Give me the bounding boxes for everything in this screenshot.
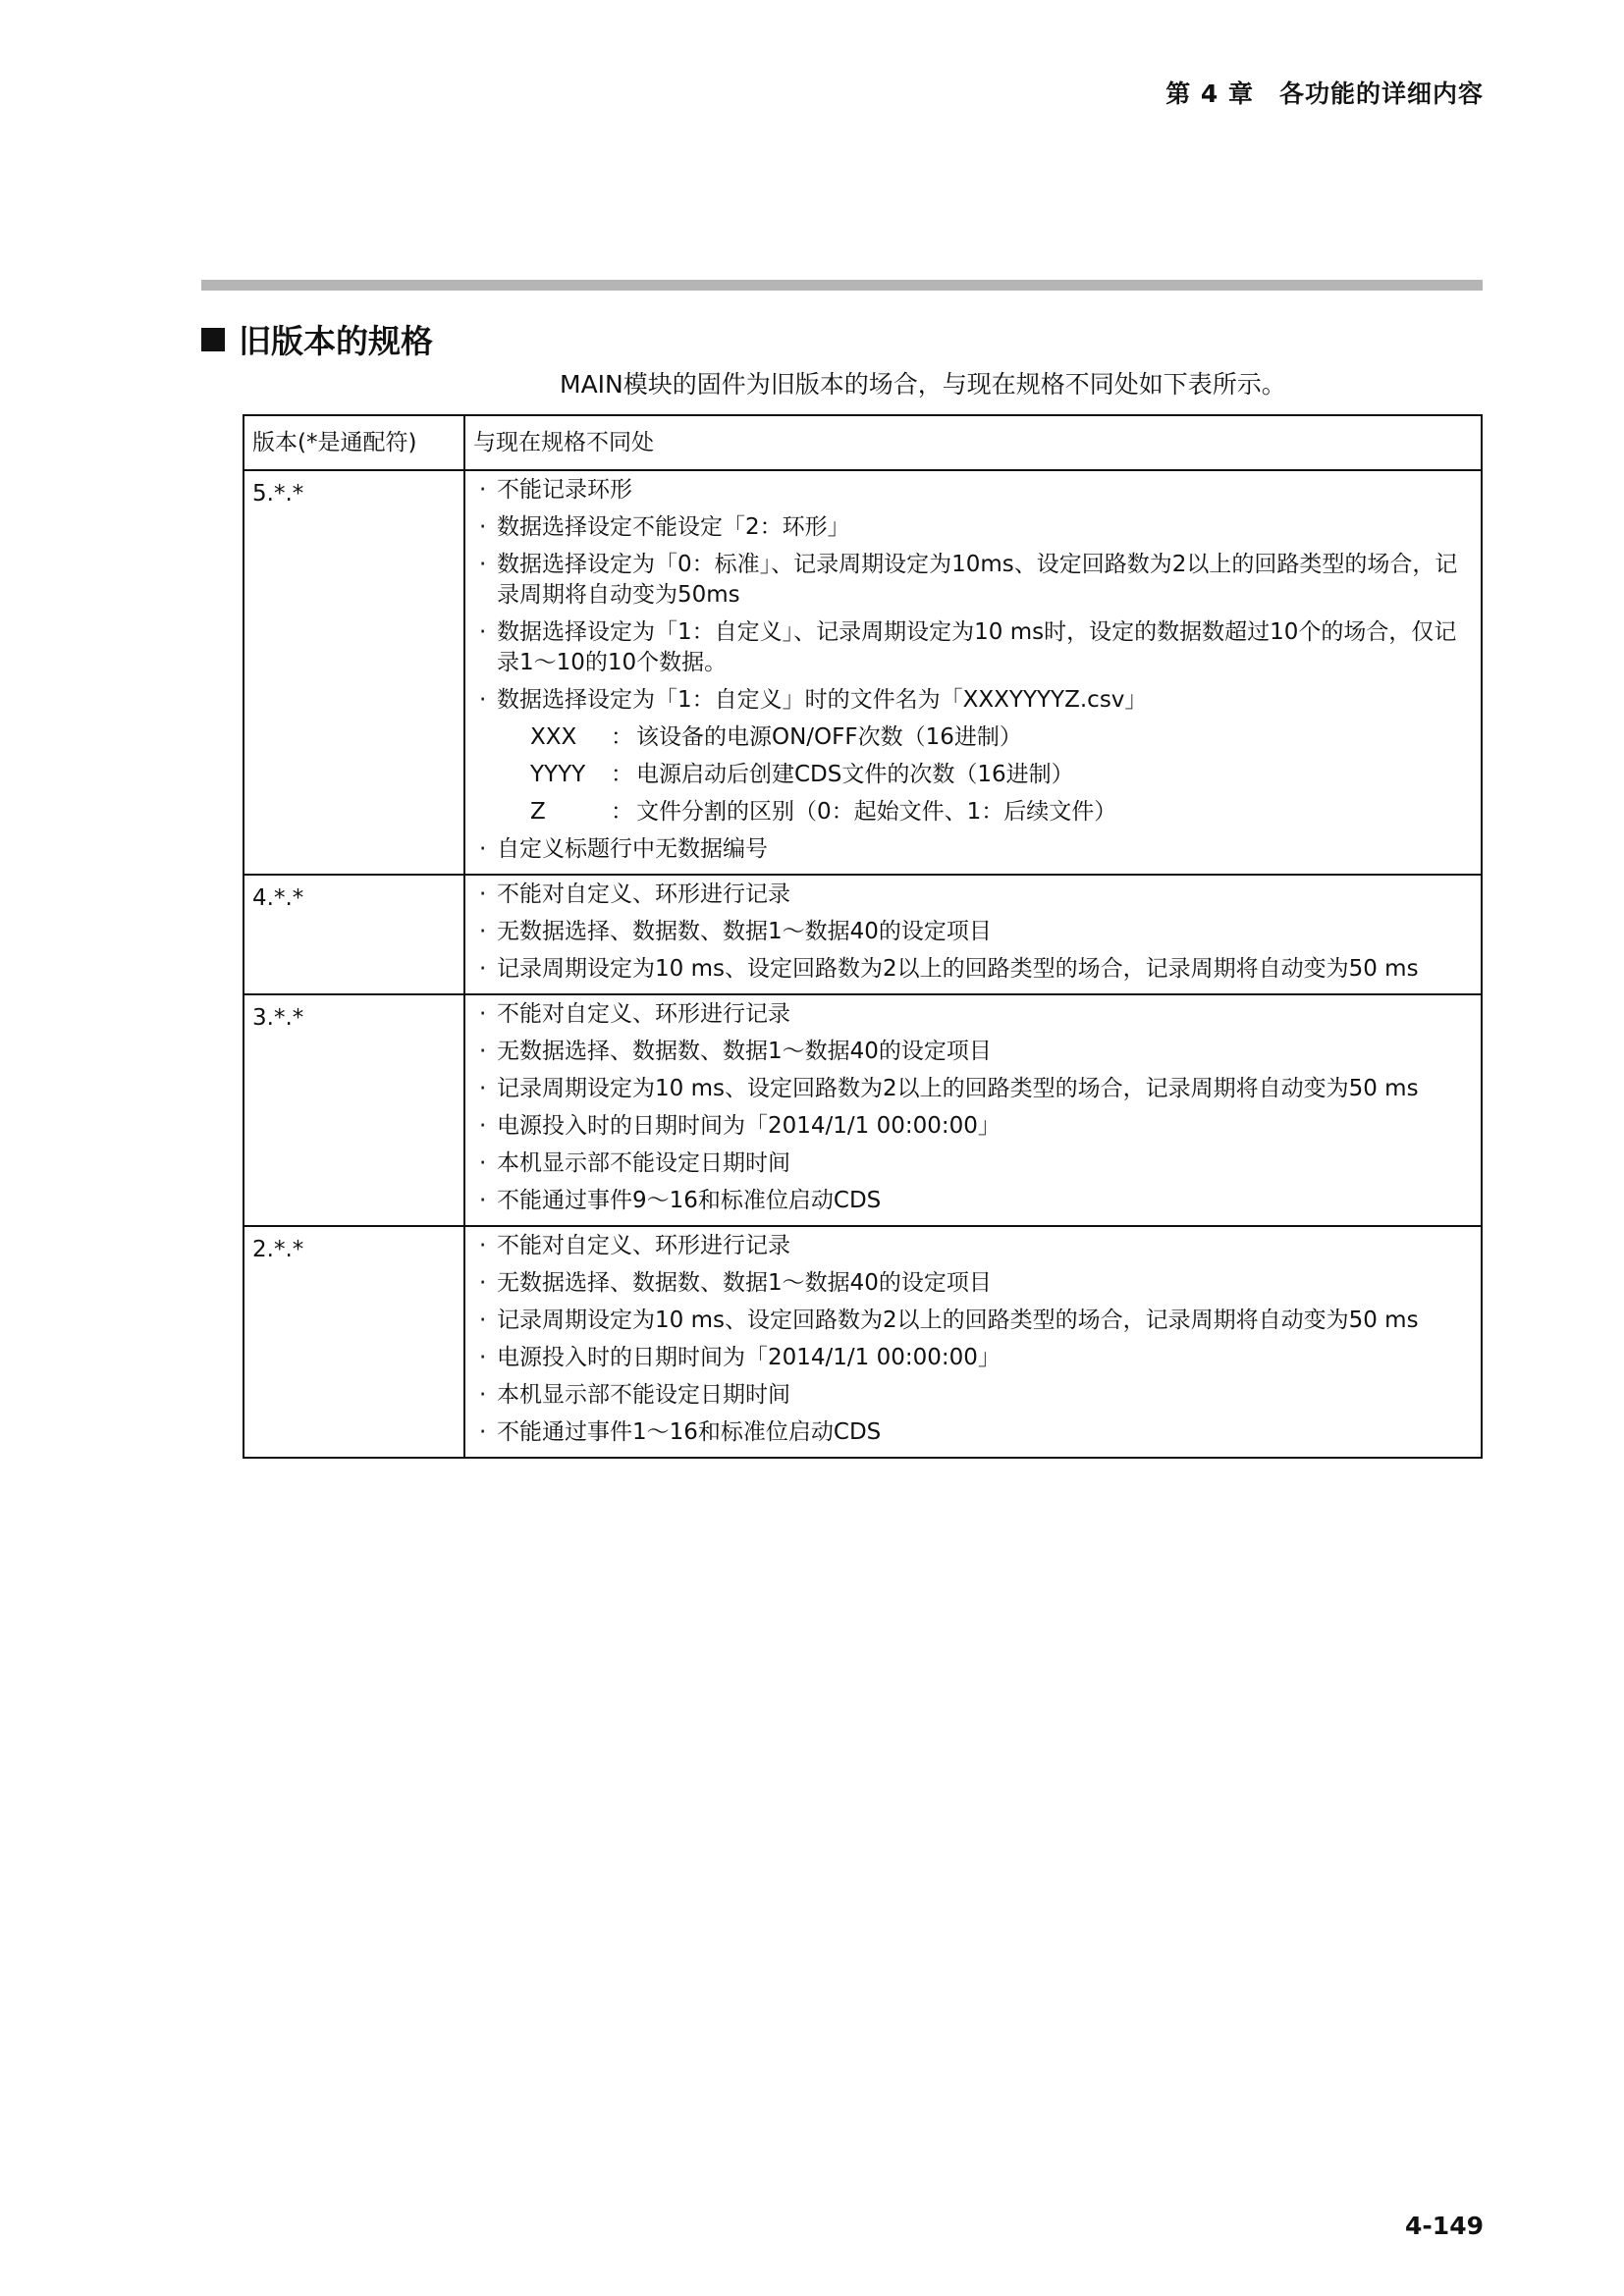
middle-dot-icon: · (479, 1233, 487, 1258)
difference-text: 不能对自定义、环形进行记录 (497, 1233, 790, 1258)
difference-text: 数据选择设定为「0：标准」、记录周期设定为10ms、设定回路数为2以上的回路类型的场合，记录周期将自动变为50ms (497, 552, 1458, 608)
colon-separator: ： (611, 762, 633, 787)
square-bullet-icon (201, 328, 225, 351)
version-cell: 2.*.* (244, 1226, 464, 1458)
chapter-header: 第 4 章 各功能的详细内容 (1165, 80, 1484, 108)
difference-item (479, 617, 1473, 678)
difference-text: 无数据选择、数据数、数据1～数据40的设定项目 (497, 1039, 992, 1064)
middle-dot-icon: · (479, 1039, 487, 1064)
version-cell: 4.*.* (244, 875, 464, 994)
difference-item (479, 1037, 1473, 1067)
difference-text: 无数据选择、数据数、数据1～数据40的设定项目 (497, 919, 992, 944)
difference-text: 数据选择设定为「1：自定义」时的文件名为「XXXYYYYZ.csv」 (497, 687, 1148, 713)
difference-item (479, 1380, 1473, 1411)
filename-part-value: 该设备的电源ON/OFF次数（16进制） (636, 724, 1022, 750)
difference-item (479, 1268, 1473, 1299)
difference-item (479, 999, 1473, 1030)
difference-item (479, 1074, 1473, 1104)
column-header-version: 版本(*是通配符) (244, 415, 464, 470)
table-row (244, 470, 1482, 875)
middle-dot-icon: · (479, 552, 487, 577)
version-cell: 5.*.* (244, 470, 464, 875)
middle-dot-icon: · (479, 1308, 487, 1333)
table-row (244, 1226, 1482, 1458)
middle-dot-icon: · (479, 619, 487, 645)
difference-text: 自定义标题行中无数据编号 (497, 836, 768, 862)
middle-dot-icon: · (479, 836, 487, 862)
middle-dot-icon: · (479, 1382, 487, 1408)
difference-text: 记录周期设定为10 ms、设定回路数为2以上的回路类型的场合，记录周期将自动变为50 ms (497, 1308, 1419, 1333)
differences-cell (464, 1226, 1482, 1458)
middle-dot-icon: · (479, 1113, 487, 1139)
difference-item (479, 475, 1473, 506)
difference-item (479, 1417, 1473, 1448)
difference-text: 数据选择设定不能设定「2：环形」 (497, 514, 850, 540)
section-title: 旧版本的规格 (239, 322, 433, 360)
differences-cell (464, 875, 1482, 994)
section-divider (201, 280, 1483, 291)
middle-dot-icon: · (479, 1270, 487, 1296)
middle-dot-icon: · (479, 1419, 487, 1445)
difference-text: 无数据选择、数据数、数据1～数据40的设定项目 (497, 1270, 992, 1296)
filename-part-value: 文件分割的区别（0：起始文件、1：后续文件） (636, 799, 1117, 825)
filename-part-definition (530, 722, 1473, 753)
table-header-row (244, 415, 1482, 470)
colon-separator: ： (611, 724, 633, 750)
difference-item (479, 954, 1473, 985)
version-differences-table (243, 414, 1483, 1459)
difference-item (479, 1111, 1473, 1142)
table-row (244, 994, 1482, 1226)
difference-text: 电源投入时的日期时间为「2014/1/1 00:00:00」 (497, 1113, 1001, 1139)
section-intro: MAIN模块的固件为旧版本的场合，与现在规格不同处如下表所示。 (560, 370, 1286, 399)
difference-item (479, 1306, 1473, 1336)
middle-dot-icon: · (479, 477, 487, 503)
difference-text: 不能对自定义、环形进行记录 (497, 1001, 790, 1027)
middle-dot-icon: · (479, 1188, 487, 1213)
column-header-differences: 与现在规格不同处 (464, 415, 1482, 470)
middle-dot-icon: · (479, 881, 487, 907)
version-cell: 3.*.* (244, 994, 464, 1226)
filename-part-value: 电源启动后创建CDS文件的次数（16进制） (636, 762, 1074, 787)
difference-text: 本机显示部不能设定日期时间 (497, 1150, 790, 1176)
difference-item (479, 917, 1473, 947)
middle-dot-icon: · (479, 956, 487, 982)
middle-dot-icon: · (479, 687, 487, 713)
difference-text: 本机显示部不能设定日期时间 (497, 1382, 790, 1408)
difference-item (479, 512, 1473, 543)
difference-text: 不能对自定义、环形进行记录 (497, 881, 790, 907)
middle-dot-icon: · (479, 1345, 487, 1370)
difference-text: 数据选择设定为「1：自定义」、记录周期设定为10 ms时，设定的数据数超过10个的场合，仅记录1～10的10个数据。 (497, 619, 1457, 675)
colon-separator: ： (611, 799, 633, 825)
filename-part-key: YYYY (530, 762, 586, 787)
difference-text: 记录周期设定为10 ms、设定回路数为2以上的回路类型的场合，记录周期将自动变为50 ms (497, 956, 1419, 982)
middle-dot-icon: · (479, 1001, 487, 1027)
filename-part-key: XXX (530, 724, 577, 750)
page-number: 4-149 (1405, 2212, 1484, 2240)
difference-text: 电源投入时的日期时间为「2014/1/1 00:00:00」 (497, 1345, 1001, 1370)
difference-text: 不能通过事件9～16和标准位启动CDS (497, 1188, 882, 1213)
difference-text: 不能记录环形 (497, 477, 632, 503)
differences-cell (464, 470, 1482, 875)
difference-item (479, 1231, 1473, 1261)
middle-dot-icon: · (479, 1076, 487, 1101)
difference-item (479, 1148, 1473, 1179)
difference-text: 记录周期设定为10 ms、设定回路数为2以上的回路类型的场合，记录周期将自动变为50 ms (497, 1076, 1419, 1101)
middle-dot-icon: · (479, 514, 487, 540)
difference-item (479, 550, 1473, 611)
filename-part-key: Z (530, 799, 546, 825)
filename-part-definition (530, 797, 1473, 828)
difference-item (479, 1343, 1473, 1373)
difference-item (479, 834, 1473, 865)
table-row (244, 875, 1482, 994)
differences-cell (464, 994, 1482, 1226)
section-heading (201, 316, 433, 362)
difference-item (479, 880, 1473, 910)
difference-item (479, 685, 1473, 716)
difference-text: 不能通过事件1～16和标准位启动CDS (497, 1419, 882, 1445)
filename-part-definition (530, 760, 1473, 790)
difference-item (479, 1186, 1473, 1216)
middle-dot-icon: · (479, 1150, 487, 1176)
middle-dot-icon: · (479, 919, 487, 944)
